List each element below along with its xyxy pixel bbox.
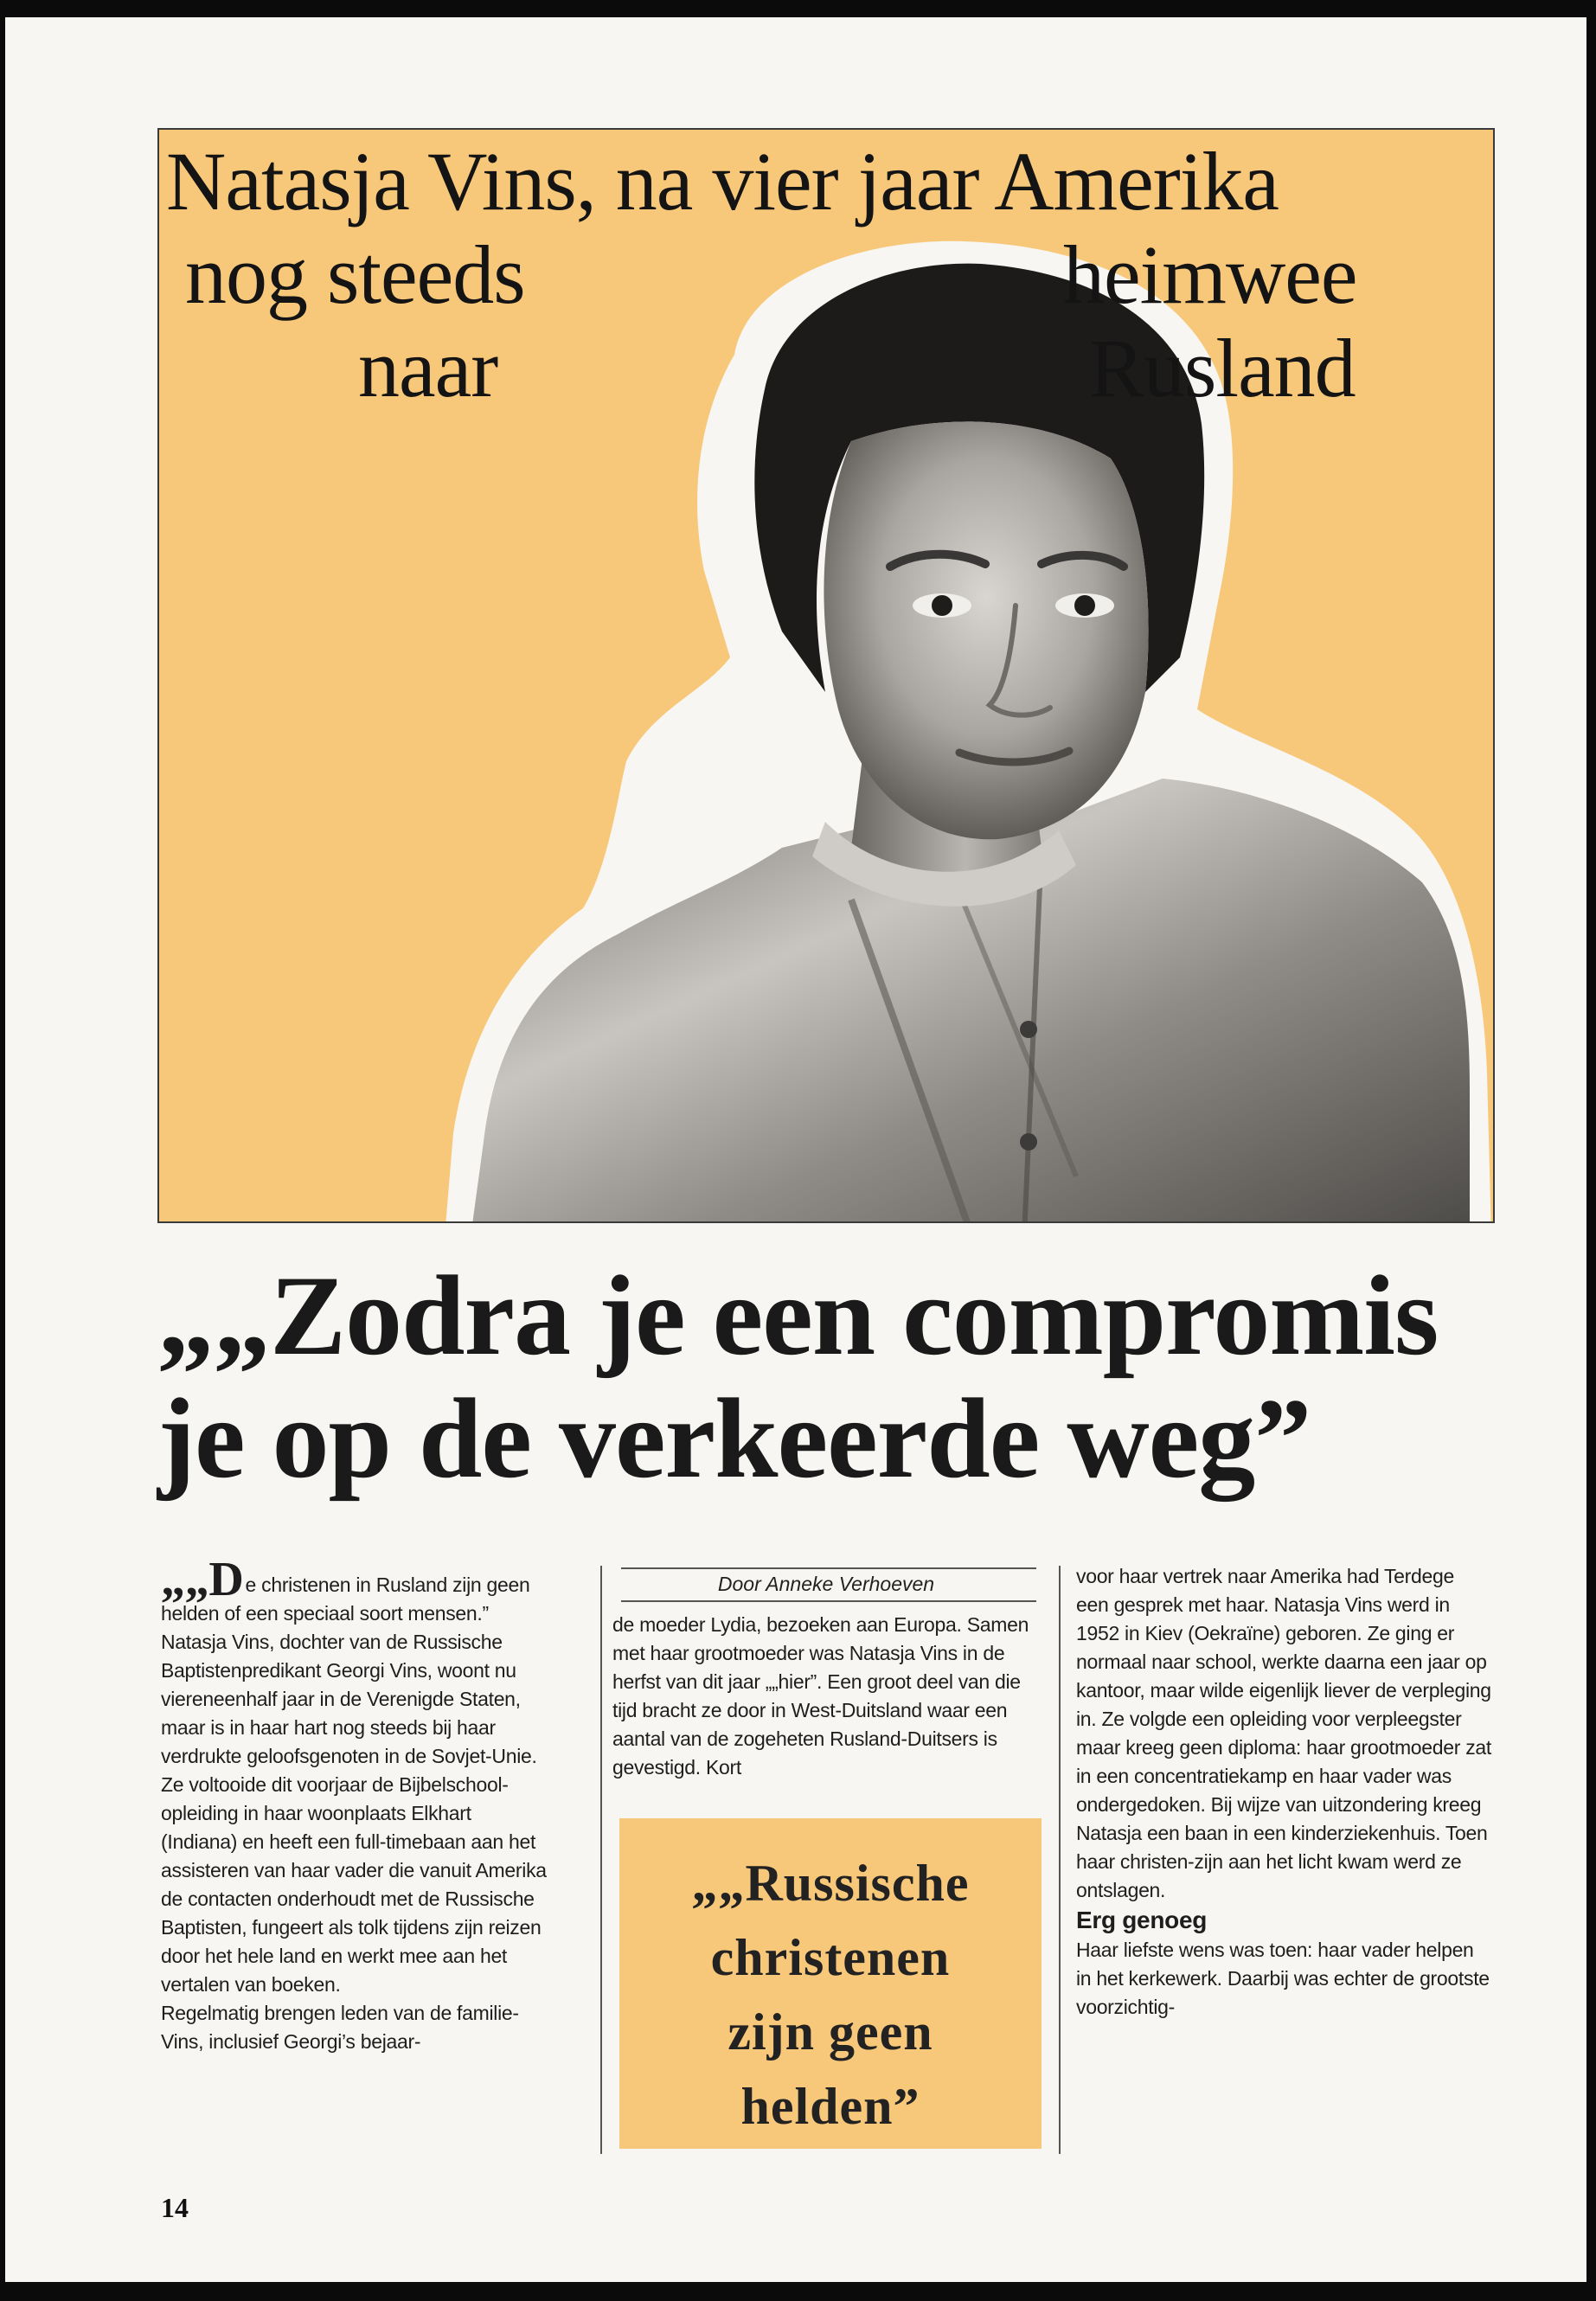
article-column-1	[161, 1553, 552, 2056]
article-paragraph-2: Regelmatig brengen leden van de familie-Vins, inclusief Georgi’s bejaar-	[161, 2002, 519, 2053]
column-rule-left	[600, 1566, 602, 2154]
title-line-1: Natasja Vins, na vier jaar Amerika	[166, 135, 1279, 228]
page-number: 14	[161, 2192, 189, 2223]
column-rule-right	[1059, 1566, 1061, 2154]
article-column-2	[612, 1611, 1040, 1782]
title-line-2: nog steeds	[185, 228, 525, 321]
pull-quote	[619, 1818, 1042, 2149]
title-line-3: heimwee	[1063, 228, 1357, 321]
byline-rule-bottom	[621, 1600, 1036, 1602]
subheading: Erg genoeg	[1076, 1907, 1208, 1933]
article-text-1: e christenen in Rusland zijn geen helden of een speciaal soort mensen.” Natasja Vins, dochter van de Russische Baptistenpredikant Georgi Vins, woont nu viereneenhalf jaar in de Verenigde Staten, maar is in haar hart nog steeds bij haar verdrukte geloofsgenoten in de Sovjet-Unie. Ze voltooide dit voorjaar de Bijbelschool-opleiding in haar woonplaats Elkhart (Indiana) en heeft een full-timebaan aan het assisteren van haar vader die vanuit Amerika de contacten onderhoudt met de Russische Baptisten, fungeert als tolk tijdens zijn reizen door het hele land en werkt mee aan het vertalen van boeken.	[161, 1574, 547, 1996]
title-line-4: naar	[358, 322, 498, 414]
byline: Door Anneke Verhoeven	[717, 1573, 935, 1595]
pull-quote-line-4: helden”	[740, 2078, 920, 2135]
cover-photo-panel	[157, 128, 1495, 1223]
pull-quote-line-2: christenen	[710, 1929, 951, 1986]
article-column-3	[1076, 1562, 1491, 2022]
pull-quote-line-1: „„Russische	[691, 1855, 970, 1912]
article-paragraph-4: voor haar vertrek naar Amerika had Terdege een gesprek met haar. Natasja Vins werd in 1952 in Kiev (Oekraïne) geboren. Ze ging er normaal naar school, werkte daarna een jaar op kantoor, maar wilde eigenlijk liever de verpleging in. Ze volgde een opleiding voor verpleegster maar kreeg geen diploma: haar grootmoeder zat in een concentratiekamp en haar vader was ondergedoken. Bij wijze van uitzondering kreeg Natasja een baan in een kinderziekenhuis. Toen haar christen-zijn aan het licht kwam werd ze ontslagen.	[1076, 1565, 1492, 1901]
byline-rule-top	[621, 1567, 1036, 1569]
article-paragraph-5: Haar liefste wens was toen: haar vader helpen in het kerkewerk. Daarbij was echter de grootste voorzichtig-	[1076, 1939, 1490, 2018]
headline-line-1: „„Zodra je een compromis	[157, 1252, 1439, 1379]
magazine-page	[5, 17, 1586, 2282]
headline	[157, 1254, 1576, 1500]
headline-line-2: je op de verkeerde weg”	[157, 1375, 1311, 1502]
title-line-5: Rusland	[1089, 322, 1356, 414]
article-paragraph-1	[161, 1553, 552, 1999]
article-paragraph-3: de moeder Lydia, bezoeken aan Europa. Samen met haar grootmoeder was Natasja Vins in de herfst van dit jaar „„hier”. Een groot deel van die tijd bracht ze door in West-Duitsland waar een aantal van de zogeheten Rusland-Duitsers is gevestigd. Kort	[612, 1613, 1029, 1779]
dropcap: „„D	[161, 1553, 244, 1606]
pull-quote-line-3: zijn geen	[727, 2003, 933, 2061]
